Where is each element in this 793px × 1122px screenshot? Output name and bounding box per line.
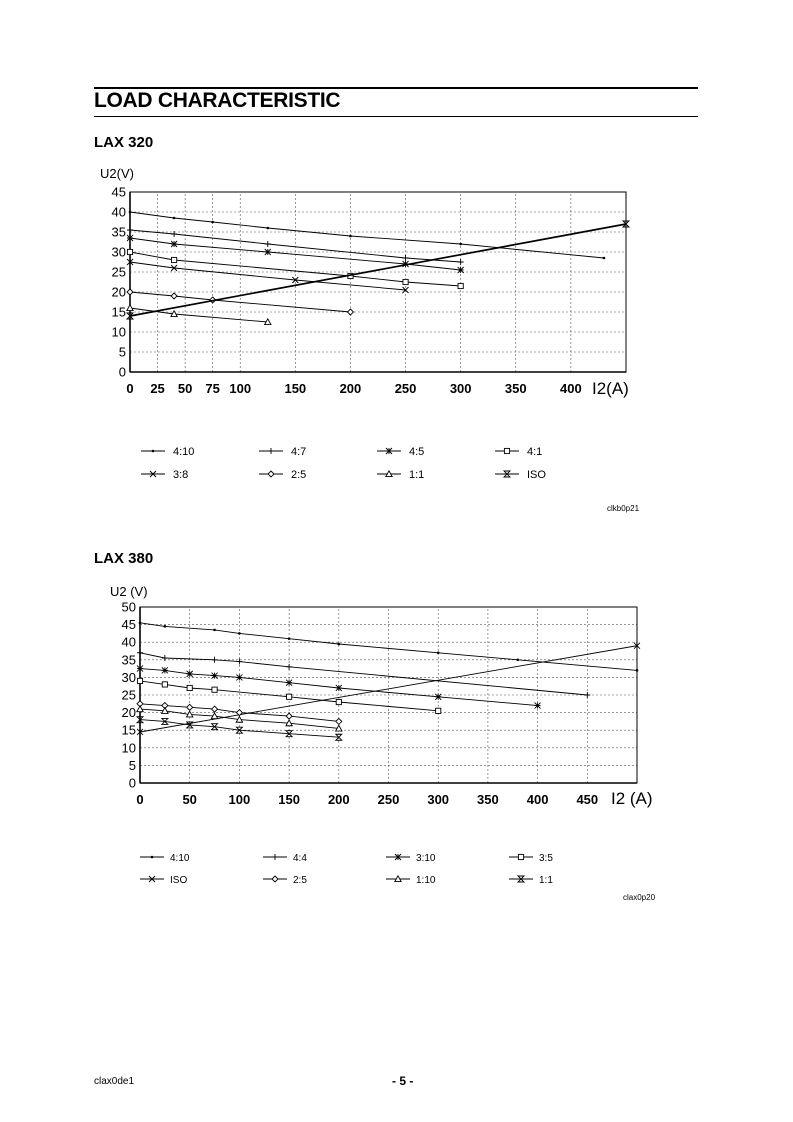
chart2-point-4-10 [139, 622, 142, 625]
chart2-ytick-label: 5 [128, 757, 136, 773]
chart2-legend-item-3-5 [509, 853, 553, 864]
chart1-legend-label: ISO [527, 469, 546, 481]
chart1-xtick-label: 300 [449, 381, 472, 396]
chart2-point-3-5 [212, 687, 217, 692]
chart2-xtick-label: 250 [377, 792, 400, 807]
chart2-xtick-label: 350 [477, 792, 499, 807]
chart2-ytick-label: 30 [121, 669, 136, 685]
chart2-xtick-label: 50 [182, 792, 197, 807]
chart2-point-4-10 [516, 659, 519, 662]
chart1-ytick-label: 45 [111, 184, 126, 200]
chart2-legend-marker [518, 854, 523, 859]
chart2-legend-marker [395, 854, 401, 860]
chart2-point-3-10 [236, 674, 242, 680]
chart2-legend-item-4-4 [263, 853, 307, 864]
chart2-point-3-5 [287, 694, 292, 699]
chart1-xtick-label: 100 [229, 381, 252, 396]
chart2-legend-label: 4:4 [293, 853, 307, 864]
chart1-legend-label: 4:1 [527, 446, 543, 458]
chart2-point-4-4 [137, 650, 143, 656]
chart2-point-3-10 [187, 671, 193, 677]
chart2-point-3-10 [286, 680, 292, 686]
chart2-point-4-4 [584, 692, 590, 698]
chart1-legend-label: 3:8 [173, 469, 189, 481]
chart2-legend-label: 3:5 [539, 853, 553, 864]
chart2-legend-label: 3:10 [416, 853, 436, 864]
chart2-series-4-4 [137, 650, 590, 698]
chart1-xtick-label: 50 [177, 381, 193, 396]
chart1-title: LAX 320 [94, 134, 154, 151]
chart2-legend-label: 2:5 [293, 875, 307, 886]
chart1-ytick-label: 35 [111, 224, 126, 240]
chart1-ytick-label: 20 [111, 284, 126, 300]
chart2-point-3-10 [435, 694, 441, 700]
chart2-legend [140, 853, 553, 886]
chart2-ytick-label: 20 [121, 705, 136, 721]
chart2-point-4-10 [164, 625, 167, 628]
chart2-legend-item-1-1 [509, 875, 553, 886]
chart2-legend-label: 1:10 [416, 875, 436, 886]
chart1-xtick-label: 150 [284, 381, 307, 396]
chart2-grid [140, 607, 637, 783]
chart1-legend-label: 2:5 [291, 469, 307, 481]
chart2-ytick-label: 25 [121, 687, 136, 703]
chart2-point-4-10 [213, 629, 216, 632]
chart2-point-3-5 [137, 678, 142, 683]
chart2-point-4-10 [636, 669, 639, 672]
chart2-ytick-label: 45 [121, 617, 136, 633]
chart2-xtick-label: 450 [576, 792, 599, 807]
footer-page-number: - 5 - [392, 1074, 414, 1088]
chart2-legend-item-2-5 [263, 875, 307, 886]
chart1-ytick-label: 0 [118, 364, 126, 380]
chart2-point-3-5 [162, 682, 167, 687]
chart1-figure-code: clkb0p21 [607, 504, 640, 513]
chart2-point-4-4 [236, 659, 242, 665]
chart2-point-3-10 [162, 667, 168, 673]
chart2-ytick-label: 50 [121, 599, 136, 615]
chart2-xtick-label: 200 [327, 792, 350, 807]
chart2-legend-marker [272, 854, 278, 860]
chart2-xtick-label: 100 [228, 792, 251, 807]
chart1-ytick-label: 40 [111, 204, 126, 220]
chart2-point-4-10 [437, 651, 440, 654]
footer-doc-code: clax0de1 [94, 1076, 135, 1087]
chart1-legend-label: 4:7 [291, 446, 307, 458]
chart2-point-3-5 [436, 708, 441, 713]
chart1-x-axis-label: I2(A) [592, 379, 629, 398]
chart1-xtick-label: 250 [394, 381, 417, 396]
chart1-xtick-label: 0 [126, 381, 134, 396]
chart1-xtick-label: 25 [150, 381, 165, 396]
chart2-legend-label: 4:10 [170, 853, 190, 864]
chart2-point-3-5 [336, 699, 341, 704]
chart2-ytick-label: 35 [121, 652, 136, 668]
chart2-title: LAX 380 [94, 550, 154, 567]
chart2-point-3-10 [336, 685, 342, 691]
chart2-ytick-label: 40 [121, 634, 136, 650]
chart2-point-4-4 [162, 655, 168, 661]
chart2-series-line-4-4 [140, 653, 587, 695]
chart1-xtick-label: 350 [504, 381, 527, 396]
chart2-y-axis-label: U2 (V) [110, 584, 148, 599]
chart2-legend-marker [151, 856, 154, 859]
chart2-point-4-10 [238, 632, 241, 635]
chart1-ytick-label: 30 [111, 244, 126, 260]
chart2-legend-marker [272, 876, 278, 882]
chart1-xtick-label: 400 [560, 381, 582, 396]
chart2-legend-label: ISO [170, 875, 188, 886]
chart2-point-4-10 [288, 637, 291, 640]
chart2-point-4-4 [286, 664, 292, 670]
chart2-legend-label: 1:1 [539, 875, 553, 886]
chart2-point-2-5 [336, 718, 342, 724]
chart2-point-2-5 [187, 704, 193, 710]
chart1-ytick-label: 10 [111, 324, 126, 340]
chart2-point-3-10 [535, 703, 541, 709]
chart1-legend-label: 1:1 [409, 469, 425, 481]
chart2-legend-item-iso [140, 875, 187, 886]
chart2-legend-item-3-10 [386, 853, 436, 864]
chart2-ytick-label: 10 [121, 740, 136, 756]
chart2-point-3-10 [212, 673, 218, 679]
chart2-point-2-5 [212, 706, 218, 712]
chart2-point-3-5 [187, 685, 192, 690]
chart1-xtick-label: 75 [205, 381, 220, 396]
chart2-xtick-label: 0 [136, 792, 144, 807]
chart2-figure-code: clax0p20 [623, 893, 656, 902]
chart2-ytick-label: 0 [128, 775, 136, 791]
chart2-point-4-10 [338, 643, 341, 646]
page-title: LOAD CHARACTERISTIC [94, 89, 341, 112]
chart2-xtick-label: 400 [526, 792, 549, 807]
chart1-ytick-label: 25 [111, 264, 126, 280]
chart2-xtick-label: 150 [278, 792, 300, 807]
chart1-legend-label: 4:5 [409, 446, 425, 458]
chart2-legend-item-4-10 [140, 853, 190, 864]
chart2-point-1-10 [137, 706, 143, 712]
chart1-xtick-label: 200 [339, 381, 362, 396]
chart1-ytick-label: 15 [111, 304, 126, 320]
chart2-x-axis-label: I2 (A) [611, 789, 653, 808]
chart2-point-4-4 [212, 657, 218, 663]
chart2-point-2-5 [286, 713, 292, 719]
chart1-ytick-label: 5 [118, 344, 126, 360]
chart2-point-3-10 [137, 666, 143, 672]
chart2-xtick-label: 300 [427, 792, 450, 807]
chart2-ytick-label: 15 [121, 722, 136, 738]
chart2-legend-item-1-10 [386, 875, 436, 886]
chart1-legend-label: 4:10 [173, 446, 195, 458]
chart1-y-axis-label: U2(V) [100, 166, 134, 181]
